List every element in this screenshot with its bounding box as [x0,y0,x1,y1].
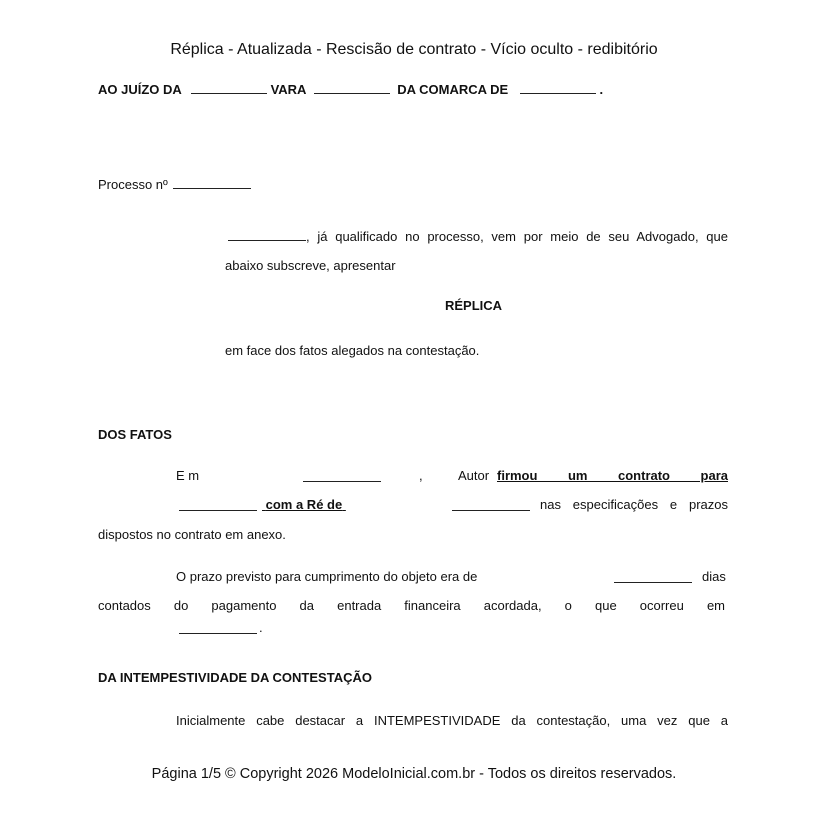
intro-text-1: , já qualificado no processo, vem por meio de seu Advogado, que [306,229,728,244]
blank-field [452,499,530,511]
processo-line [98,177,251,192]
blank-field [179,499,257,511]
fatos-p2-b: contados do pagamento da entrada financeira acordada, o que ocorreu em [98,598,725,613]
blank-field [303,470,381,482]
replica-heading: RÉPLICA [445,298,503,313]
section-heading-fatos: DOS FATOS [98,427,172,442]
page-footer: Página 1/5 © Copyright 2026 ModeloInicial.com.br - Todos os direitos reservados. [151,766,677,782]
document-title: Réplica - Atualizada - Rescisão de contrato - Vício oculto - redibitório [170,41,658,58]
blank-field [314,82,390,94]
address-line [98,82,603,97]
blank-field [520,82,596,94]
address-end: . [599,82,604,97]
address-prefix: AO JUÍZO DA [98,82,182,97]
fatos-nas: nas especificações e prazos [540,497,728,512]
processo-label: Processo nº [98,177,168,192]
fatos-firmou: firmou um contrato para [497,468,728,483]
fatos-p2-end: . [259,620,263,635]
intempestividade-p1: Inicialmente cabe destacar a INTEMPESTIVIDADE da contestação, uma vez que a [176,713,728,728]
fatos-p2-a: O prazo previsto para cumprimento do objeto era de [176,569,478,584]
blank-field [191,82,267,94]
fatos-p2-dias: dias [702,569,726,584]
fatos-end: dispostos no contrato em anexo. [98,527,286,542]
address-vara: VARA [270,82,306,97]
address-comarca: DA COMARCA DE [397,82,509,97]
blank-field [173,177,251,189]
fatos-com-re [262,497,346,512]
fatos-autor: Autor [458,468,490,483]
blank-field [179,622,257,634]
intro-line-2: abaixo subscreve, apresentar [225,258,396,273]
blank-field [228,229,306,241]
blank-field [614,571,692,583]
intro-line-1 [225,229,728,244]
intro-line-3: em face dos fatos alegados na contestação. [225,343,480,358]
section-heading-intempestividade: DA INTEMPESTIVIDADE DA CONTESTAÇÃO [98,670,372,685]
fatos-com-re-text: com a Ré de [265,497,343,512]
fatos-comma: , [419,468,423,483]
fatos-em: E m [176,468,200,483]
